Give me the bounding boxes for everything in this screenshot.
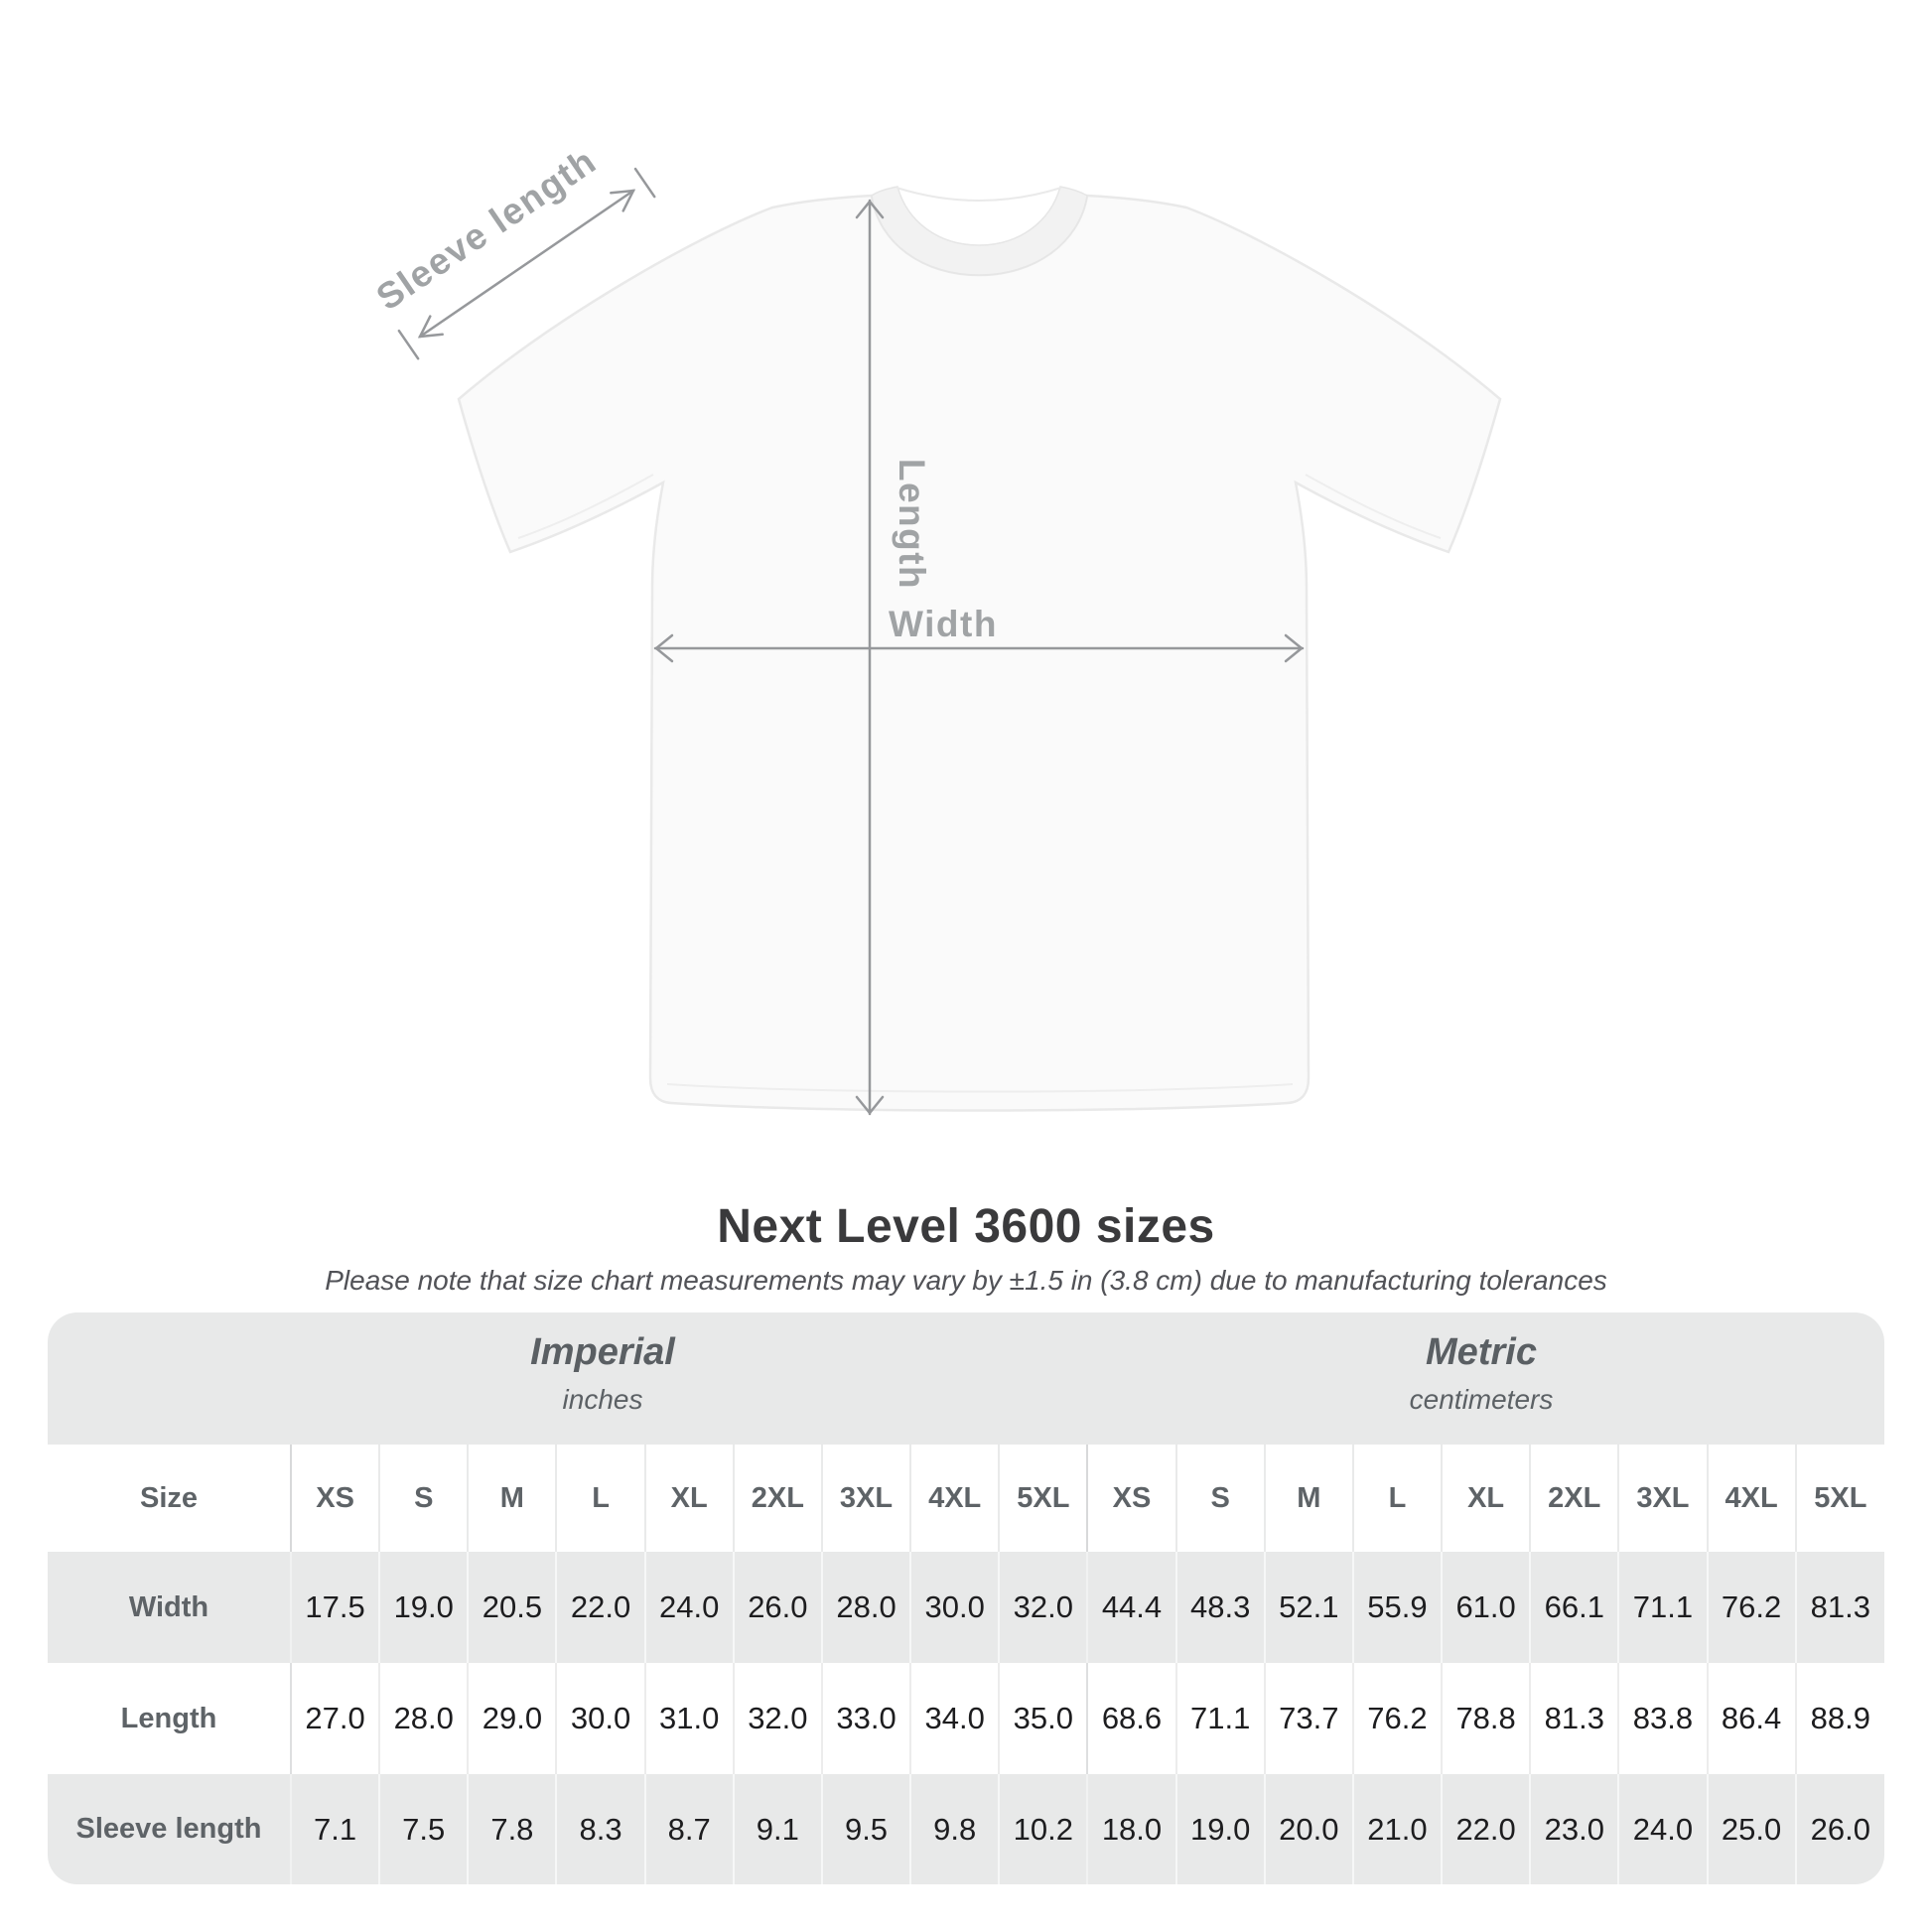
size-col-header: 3XL <box>822 1445 910 1552</box>
table-cell: 23.0 <box>1530 1774 1618 1884</box>
table-cell: 83.8 <box>1618 1663 1707 1774</box>
table-cell: 81.3 <box>1796 1552 1884 1663</box>
table-cell: 8.3 <box>556 1774 644 1884</box>
table-cell: 20.5 <box>468 1552 556 1663</box>
table-row-width <box>48 1552 1884 1663</box>
imperial-heading: Imperial <box>530 1331 675 1373</box>
table-cell: 71.1 <box>1176 1663 1265 1774</box>
table-cell: 81.3 <box>1530 1663 1618 1774</box>
table-cell: 44.4 <box>1087 1552 1175 1663</box>
table-cell: 61.0 <box>1442 1552 1530 1663</box>
table-cell: 17.5 <box>291 1552 379 1663</box>
sleeve-end-tick-bottom <box>399 331 418 358</box>
imperial-unit: inches <box>562 1384 643 1415</box>
table-cell: 21.0 <box>1353 1774 1442 1884</box>
table-cell: 7.8 <box>468 1774 556 1884</box>
table-cell: 9.1 <box>734 1774 822 1884</box>
tshirt-back-collar-line <box>897 188 1061 201</box>
table-cell: 10.2 <box>999 1774 1087 1884</box>
size-col-header: XS <box>1087 1445 1175 1552</box>
table-cell: 32.0 <box>734 1663 822 1774</box>
size-col-header: 5XL <box>1796 1445 1884 1552</box>
unit-group-metric <box>1410 1330 1554 1416</box>
table-cell: 9.5 <box>822 1774 910 1884</box>
size-col-header: 2XL <box>734 1445 822 1552</box>
page-subtitle: Please note that size chart measurements may vary by ±1.5 in (3.8 cm) due to manufacturing tolerances <box>325 1265 1607 1296</box>
table-cell: 27.0 <box>291 1663 379 1774</box>
size-col-header: L <box>1353 1445 1442 1552</box>
table-cell: 32.0 <box>999 1552 1087 1663</box>
table-cell: 30.0 <box>556 1663 644 1774</box>
size-col-header: 5XL <box>999 1445 1087 1552</box>
table-cell: 25.0 <box>1708 1774 1796 1884</box>
table-cell: 33.0 <box>822 1663 910 1774</box>
table-cell: 68.6 <box>1087 1663 1175 1774</box>
size-col-header: L <box>556 1445 644 1552</box>
table-cell: 20.0 <box>1265 1774 1353 1884</box>
table-cell: 9.8 <box>910 1774 999 1884</box>
size-col-header: 3XL <box>1618 1445 1707 1552</box>
size-col-header: M <box>1265 1445 1353 1552</box>
table-cell: 78.8 <box>1442 1663 1530 1774</box>
table-cell: 24.0 <box>645 1552 734 1663</box>
table-cell: 76.2 <box>1353 1663 1442 1774</box>
table-cell: 22.0 <box>1442 1774 1530 1884</box>
sleeve-length-label: Sleeve length <box>368 140 605 319</box>
size-col-header: 2XL <box>1530 1445 1618 1552</box>
table-cell: 18.0 <box>1087 1774 1175 1884</box>
unit-header-band <box>48 1312 1884 1445</box>
table-cell: 24.0 <box>1618 1774 1707 1884</box>
table-cell: 66.1 <box>1530 1552 1618 1663</box>
tshirt-body <box>459 196 1500 1111</box>
table-cell: 22.0 <box>556 1552 644 1663</box>
table-cell: 86.4 <box>1708 1663 1796 1774</box>
sleeve-end-tick-top <box>635 169 654 197</box>
table-cell: 48.3 <box>1176 1552 1265 1663</box>
size-chart-card <box>48 1312 1884 1884</box>
row-label: Width <box>128 1590 209 1623</box>
table-cell: 7.5 <box>379 1774 468 1884</box>
table-cell: 31.0 <box>645 1663 734 1774</box>
table-cell: 52.1 <box>1265 1552 1353 1663</box>
table-cell: 7.1 <box>291 1774 379 1884</box>
size-col-header: XL <box>645 1445 734 1552</box>
table-cell: 76.2 <box>1708 1552 1796 1663</box>
row-label: Length <box>120 1702 217 1734</box>
size-col-header: 4XL <box>1708 1445 1796 1552</box>
metric-heading: Metric <box>1426 1331 1537 1373</box>
page-title: Next Level 3600 sizes <box>717 1200 1215 1253</box>
metric-unit: centimeters <box>1409 1384 1554 1415</box>
table-cell: 19.0 <box>379 1552 468 1663</box>
size-col-header: M <box>468 1445 556 1552</box>
size-col-header: S <box>1176 1445 1265 1552</box>
table-cell: 34.0 <box>910 1663 999 1774</box>
column-header-size: Size <box>139 1481 199 1514</box>
size-table <box>48 1445 1884 1884</box>
width-label: Width <box>889 604 998 644</box>
size-col-header: S <box>379 1445 468 1552</box>
table-cell: 28.0 <box>822 1552 910 1663</box>
table-cell: 30.0 <box>910 1552 999 1663</box>
row-label: Sleeve length <box>75 1813 262 1845</box>
table-cell: 19.0 <box>1176 1774 1265 1884</box>
table-cell: 71.1 <box>1618 1552 1707 1663</box>
table-cell: 35.0 <box>999 1663 1087 1774</box>
table-cell: 88.9 <box>1796 1663 1884 1774</box>
unit-group-imperial <box>530 1330 675 1416</box>
table-cell: 8.7 <box>645 1774 734 1884</box>
table-cell: 55.9 <box>1353 1552 1442 1663</box>
table-row-sleeve-length <box>48 1774 1884 1884</box>
table-cell: 28.0 <box>379 1663 468 1774</box>
size-header-row <box>48 1445 1884 1552</box>
table-cell: 73.7 <box>1265 1663 1353 1774</box>
length-label: Length <box>892 458 932 591</box>
size-col-header: XS <box>291 1445 379 1552</box>
size-col-header: 4XL <box>910 1445 999 1552</box>
table-cell: 26.0 <box>734 1552 822 1663</box>
table-cell: 29.0 <box>468 1663 556 1774</box>
table-row-length <box>48 1663 1884 1774</box>
table-cell: 26.0 <box>1796 1774 1884 1884</box>
size-col-header: XL <box>1442 1445 1530 1552</box>
